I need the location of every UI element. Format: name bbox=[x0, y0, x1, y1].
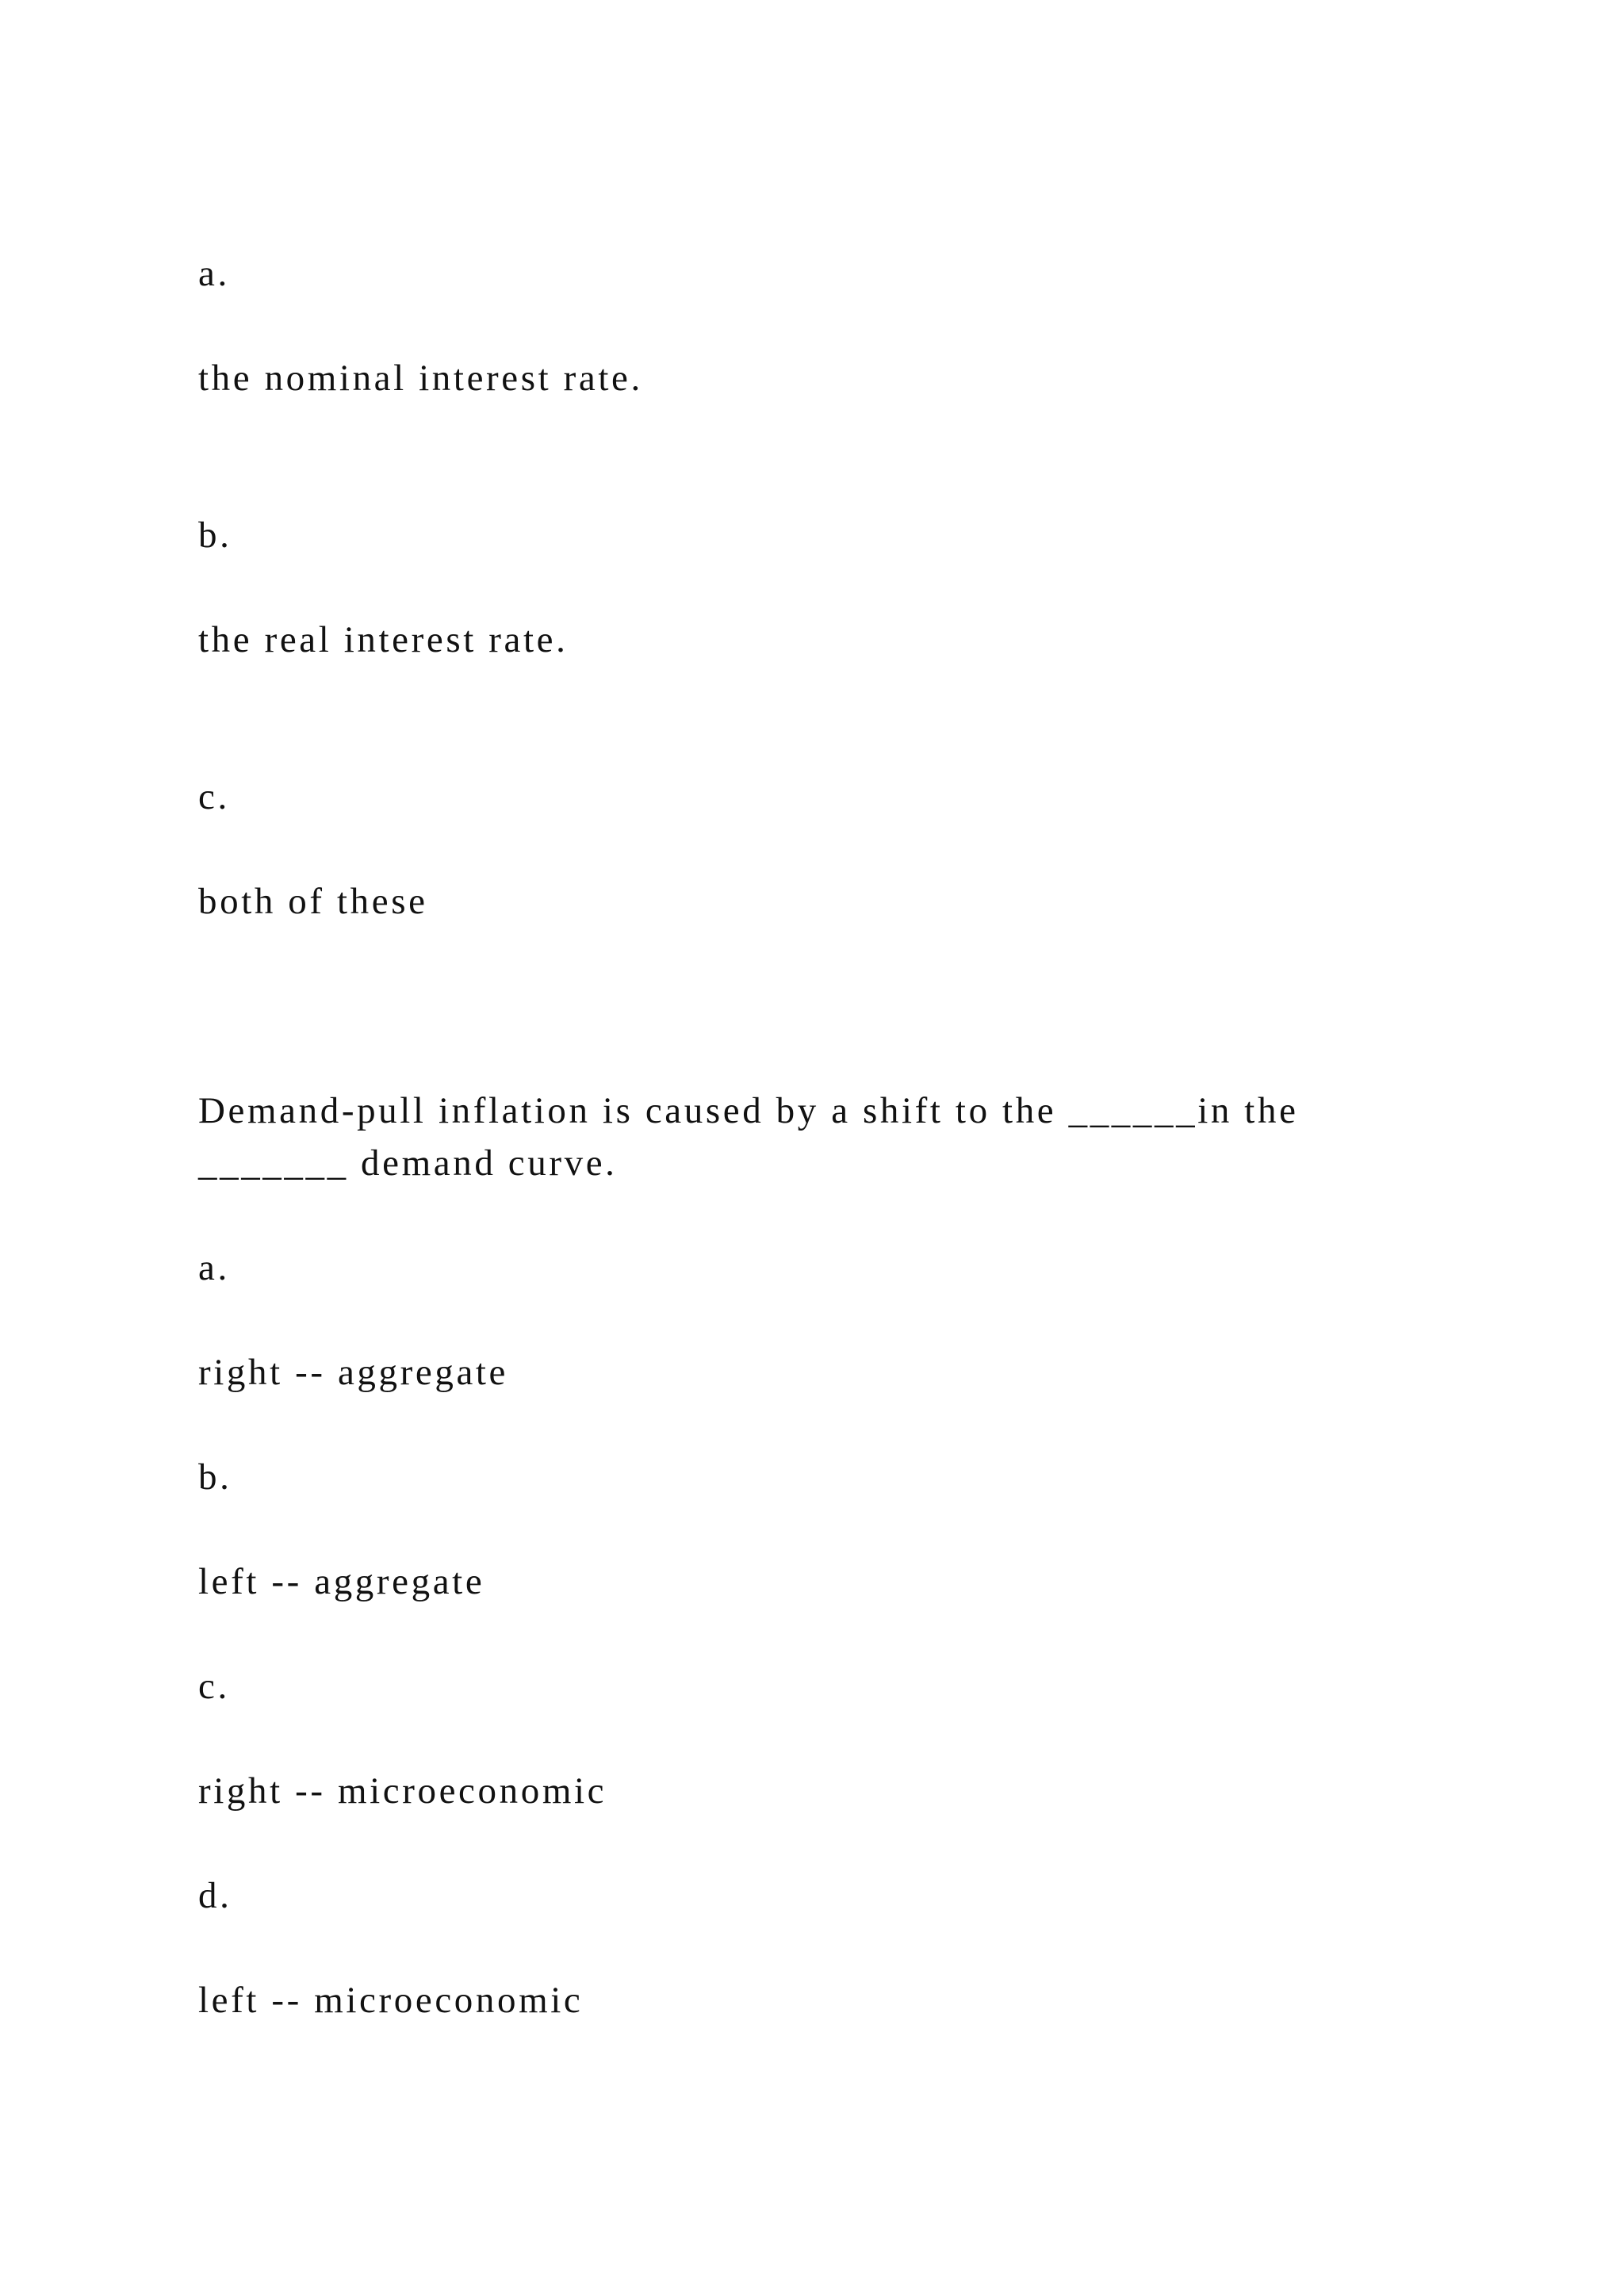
option-letter: c. bbox=[198, 1666, 230, 1707]
option-text: both of these bbox=[198, 881, 428, 922]
option-letter: b. bbox=[198, 515, 232, 556]
option-text: left -- aggregate bbox=[198, 1561, 485, 1602]
question-text-line: Demand-pull inflation is caused by a shift to the ______in the bbox=[198, 1090, 1299, 1131]
option-text: the nominal interest rate. bbox=[198, 358, 643, 399]
question-text-line: _______ demand curve. bbox=[198, 1142, 618, 1184]
option-text: the real interest rate. bbox=[198, 619, 569, 660]
option-letter: d. bbox=[198, 1875, 232, 1916]
option-letter: c. bbox=[198, 776, 230, 817]
option-text: left -- microeconomic bbox=[198, 1980, 584, 2021]
option-letter: b. bbox=[198, 1456, 232, 1498]
option-letter: a. bbox=[198, 1247, 230, 1288]
option-text: right -- microeconomic bbox=[198, 1770, 607, 1812]
option-text: right -- aggregate bbox=[198, 1352, 509, 1393]
option-letter: a. bbox=[198, 253, 230, 294]
